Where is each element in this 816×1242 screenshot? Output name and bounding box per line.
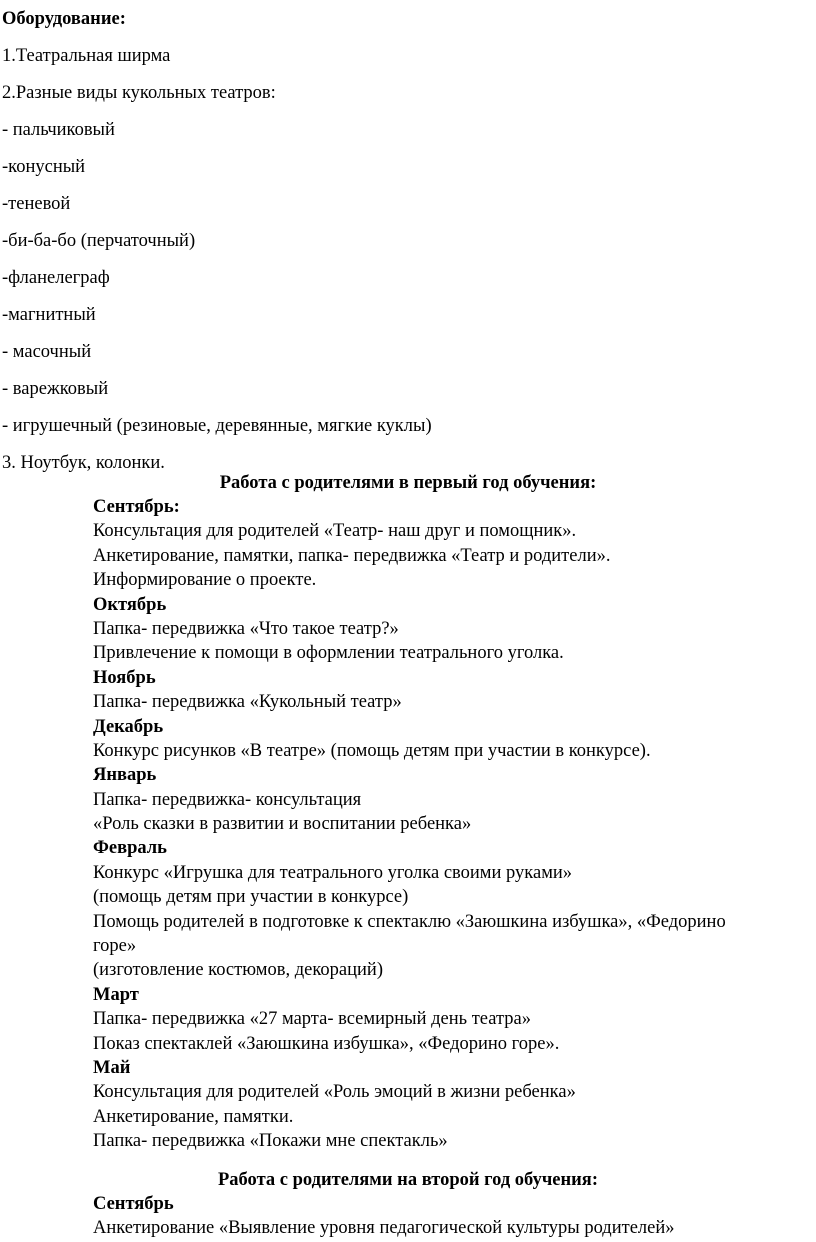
equipment-item-1: 1.Театральная ширма <box>2 46 171 66</box>
month-january: Январь <box>93 765 157 786</box>
month-september: Сентябрь: <box>93 497 180 517</box>
plan-line: Конкурс рисунков «В театре» (помощь детям при участии в конкурсе). <box>93 740 651 761</box>
month-november: Ноябрь <box>93 667 156 688</box>
equipment-item-3: 3. Ноутбук, колонки. <box>2 453 165 473</box>
puppet-type-flannelgraph: -фланелеграф <box>2 268 110 288</box>
plan-line: Папка- передвижка «Что такое театр?» <box>93 618 399 639</box>
plan-line: Привлечение к помощи в оформлении театрального уголка. <box>93 643 564 664</box>
plan-line: Папка- передвижка «Кукольный театр» <box>93 692 402 713</box>
month-may: Май <box>93 1057 131 1078</box>
plan-line: Папка- передвижка- консультация <box>93 789 362 810</box>
puppet-type-shadow: -теневой <box>2 194 71 214</box>
month-december: Декабрь <box>93 716 164 737</box>
plan-line: (изготовление костюмов, декораций) <box>93 960 383 981</box>
plan-line: горе» <box>93 936 137 957</box>
plan-line: Консультация для родителей «Роль эмоций в жизни ребенка» <box>93 1082 576 1103</box>
puppet-type-mask: - масочный <box>2 342 92 362</box>
month-october: Октябрь <box>93 594 167 615</box>
plan-line: (помощь детям при участии в конкурсе) <box>93 887 409 908</box>
puppet-type-mitten: - варежковый <box>2 379 109 399</box>
plan-line: Информирование о проекте. <box>93 570 317 591</box>
plan-line: Анкетирование, памятки. <box>93 1106 294 1127</box>
plan-line: «Роль сказки в развитии и воспитании ребенка» <box>93 814 472 835</box>
year2-title: Работа с родителями на второй год обучения: <box>218 1170 598 1190</box>
puppet-type-finger: - пальчиковый <box>2 120 115 140</box>
puppet-type-glove: -би-ба-бо (перчаточный) <box>2 231 196 251</box>
year2-plan <box>93 1192 815 1241</box>
equipment-section <box>2 1 802 482</box>
year1-plan <box>93 495 815 1154</box>
plan-line: Конкурс «Игрушка для театрального уголка своими руками» <box>93 862 573 883</box>
year1-title: Работа с родителями в первый год обучения: <box>219 473 597 493</box>
equipment-heading: Оборудование: <box>2 9 126 29</box>
month-september: Сентябрь <box>93 1194 174 1214</box>
plan-line: Анкетирование, памятки, папка- передвижка «Театр и родители». <box>93 545 611 566</box>
month-march: Март <box>93 984 139 1005</box>
plan-line: Анкетирование «Выявление уровня педагогической культуры родителей» <box>93 1218 675 1239</box>
plan-line: Папка- передвижка «27 марта- всемирный день театра» <box>93 1009 531 1030</box>
plan-line: Консультация для родителей «Театр- наш друг и помощник». <box>93 521 577 542</box>
puppet-type-cone: -конусный <box>2 157 86 177</box>
plan-line: Папка- передвижка «Покажи мне спектакль» <box>93 1131 448 1152</box>
puppet-type-magnetic: -магнитный <box>2 305 96 325</box>
month-february: Февраль <box>93 838 167 859</box>
equipment-item-2: 2.Разные виды кукольных театров: <box>2 83 276 103</box>
plan-line: Помощь родителей в подготовке к спектаклю «Заюшкина избушка», «Федорино <box>93 911 726 932</box>
puppet-type-toy: - игрушечный (резиновые, деревянные, мягкие куклы) <box>2 416 432 436</box>
plan-line: Показ спектаклей «Заюшкина избушка», «Федорино горе». <box>93 1033 560 1054</box>
